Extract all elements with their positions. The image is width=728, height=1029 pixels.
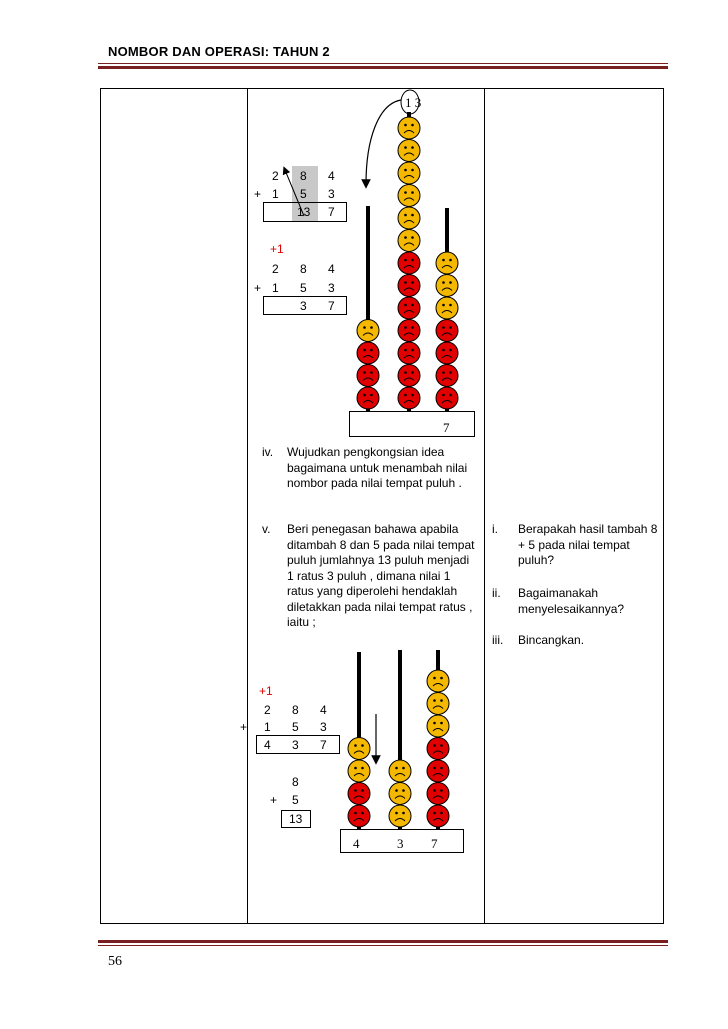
top-row1-ones: 4 xyxy=(328,169,335,183)
top-hundreds-bead xyxy=(357,387,379,409)
top2-row2-ones: 3 xyxy=(328,281,335,295)
question-1-number: i. xyxy=(492,522,498,536)
top-tens-bead xyxy=(398,230,420,252)
question-3-number: iii. xyxy=(492,633,504,647)
top-abacus-ones-value: 7 xyxy=(443,420,450,435)
bottom-result-ones: 7 xyxy=(320,738,327,752)
top-hundreds-bead xyxy=(357,320,379,342)
top-hundreds-bead xyxy=(357,342,379,364)
bottom-ones-bead xyxy=(427,805,449,827)
top-tens-bead xyxy=(398,185,420,207)
bottom-tens-bead xyxy=(389,760,411,782)
question-2-number: ii. xyxy=(492,586,501,600)
bottom-row2-tens: 5 xyxy=(292,720,299,734)
top-row1-hundreds: 2 xyxy=(272,169,279,183)
top2-plus-sign: + xyxy=(254,281,262,295)
bottom-abacus-tens-value: 3 xyxy=(397,836,404,851)
bottom-row1-tens: 8 xyxy=(292,703,299,717)
top-result-ones: 7 xyxy=(328,205,335,219)
top-row2-tens: 5 xyxy=(300,187,307,201)
top-ones-bead xyxy=(436,365,458,387)
bottom-hundreds-bead xyxy=(348,805,370,827)
bottom-tens-bead xyxy=(389,805,411,827)
top-tens-bead xyxy=(398,275,420,297)
top2-result-ones: 7 xyxy=(328,299,335,313)
top-tens-bead xyxy=(398,387,420,409)
top-row1-tens: 8 xyxy=(300,169,307,183)
bottom-result-tens: 3 xyxy=(292,738,299,752)
side-sum-addend-2: 5 xyxy=(292,793,299,807)
top-hundreds-bead xyxy=(357,365,379,387)
top-row2-hundreds: 1 xyxy=(272,187,279,201)
bottom-carry-label: +1 xyxy=(259,684,273,698)
bottom-ones-bead xyxy=(427,760,449,782)
step-v-text: Beri penegasan bahawa apabila ditambah 8 dan 5 pada nilai tempat puluh jumlahnya 13 puluh menjadi 1 ratus 3 puluh , dimana nilai 1 ratus yang diperolehi hendaklah diletakkan pada nilai tempat ratus , iaitu ; xyxy=(287,522,475,629)
footer-rule-thin xyxy=(98,945,668,946)
top-tens-bead xyxy=(398,140,420,162)
top-ones-bead xyxy=(436,387,458,409)
top-carry-label: +1 xyxy=(270,242,284,256)
side-sum-plus: + xyxy=(270,793,278,807)
bottom-row2-ones: 3 xyxy=(320,720,327,734)
top-tens-bead xyxy=(398,117,420,139)
bottom-tens-bead xyxy=(389,783,411,805)
top-result-tens: 13 xyxy=(297,205,311,219)
bottom-ones-bead xyxy=(427,693,449,715)
step-v-number: v. xyxy=(262,522,271,536)
question-2-text: Bagaimanakah menyelesaikannya? xyxy=(518,586,625,616)
bottom-hundreds-bead xyxy=(348,760,370,782)
carry-up-arrow xyxy=(285,170,304,216)
top-row2-ones: 3 xyxy=(328,187,335,201)
top-ones-bead xyxy=(436,297,458,319)
bottom-plus-sign: + xyxy=(240,720,248,734)
top2-row1-hundreds: 2 xyxy=(272,262,279,276)
bottom-abacus-ones-value: 7 xyxy=(431,836,438,851)
bottom-ones-bead xyxy=(427,670,449,692)
top-ones-bead xyxy=(436,320,458,342)
question-1-text: Berapakah hasil tambah 8 + 5 pada nilai tempat puluh? xyxy=(518,522,658,567)
top-tens-bead xyxy=(398,207,420,229)
bottom-abacus-hundreds-value: 4 xyxy=(353,836,360,851)
question-3-text: Bincangkan. xyxy=(518,633,585,647)
bottom-row2-hundreds: 1 xyxy=(264,720,271,734)
carry-curve-arrow xyxy=(366,100,401,184)
top-ones-bead xyxy=(436,252,458,274)
top-ones-bead xyxy=(436,342,458,364)
top-tens-bead xyxy=(398,252,420,274)
top-tens-bead xyxy=(398,342,420,364)
side-sum-addend-1: 8 xyxy=(292,775,299,789)
top-tens-bead xyxy=(398,297,420,319)
bottom-ones-bead xyxy=(427,715,449,737)
bottom-row1-hundreds: 2 xyxy=(264,703,271,717)
step-iv-number: iv. xyxy=(262,445,274,459)
carry-oval xyxy=(401,90,422,114)
side-sum-result: 13 xyxy=(289,812,303,826)
bottom-hundreds-bead xyxy=(348,738,370,760)
top-tens-bead xyxy=(398,320,420,342)
top-plus-sign: + xyxy=(254,187,262,201)
bottom-hundreds-bead xyxy=(348,783,370,805)
step-iv-text: Wujudkan pengkongsian idea bagaimana untuk menambah nilai nombor pada nilai tempat puluh . xyxy=(287,445,468,490)
page-header-title: NOMBOR DAN OPERASI: TAHUN 2 xyxy=(108,44,330,59)
page-number: 56 xyxy=(108,954,122,969)
top-ones-bead xyxy=(436,275,458,297)
top2-result-tens: 3 xyxy=(300,299,307,313)
top2-row1-ones: 4 xyxy=(328,262,335,276)
top2-row2-tens: 5 xyxy=(300,281,307,295)
bottom-result-hundreds: 4 xyxy=(264,738,271,752)
bottom-row1-ones: 4 xyxy=(320,703,327,717)
top-tens-bead xyxy=(398,162,420,184)
carry-thirteen-label: 1 3 xyxy=(405,95,422,110)
top2-row2-hundreds: 1 xyxy=(272,281,279,295)
footer-rule-thick xyxy=(98,940,668,943)
bottom-ones-bead xyxy=(427,783,449,805)
top-tens-bead xyxy=(398,365,420,387)
top2-row1-tens: 8 xyxy=(300,262,307,276)
bottom-ones-bead xyxy=(427,738,449,760)
